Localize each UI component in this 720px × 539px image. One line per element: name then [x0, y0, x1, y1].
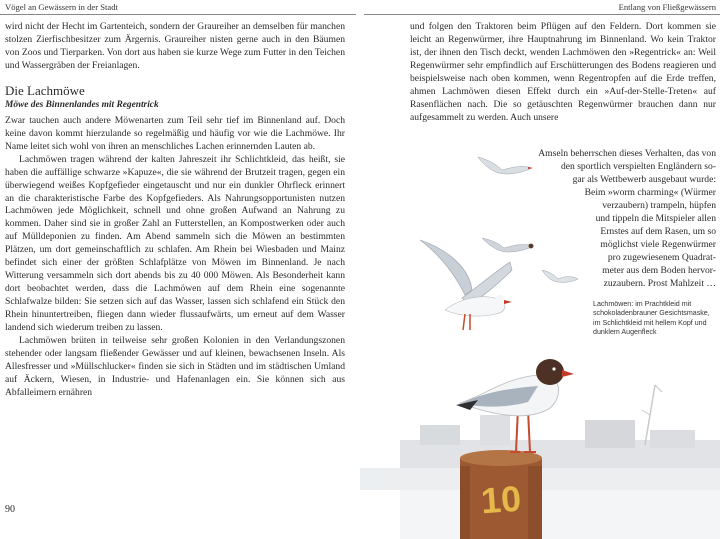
- paragraph-3: Lachmöwen brüten in teilweise sehr großen Kolonien in den Verlandungszonen stehender oder langsam fließender Gewässer und auf kleinen, bewachsenen Inseln. Als Allesfresser und »Müllschlucker« finden sie sich in Städten und im städtischen Umland auf Äckern, Wiesen, in Industrie- und Hafenanlagen ein. Sie können sich aus Abfalleimern ernähren: [5, 335, 345, 398]
- page-number: 90: [5, 504, 15, 515]
- right-paragraph: und folgen den Traktoren beim Pflügen auf den Feldern. Dort kommen sie leicht an Regenwürmer, ihre Hauptnahrung im Binnenland. Wo kein Traktor ist, der ihnen den Tisch deckt, wenden Lachmöwen den »Regentrick« an: Weil Regenwürmer sehr empfindlich auf Erschütterungen des Bodens reagieren und beispielsweise nach oben kommen, wenn Regentropfen auf die Erde treffen, ahmen Lachmöwen diesen Effekt durch ein »Auf-der-Stelle-Treten« auf Rasenflächen nach. Die so getäuschten Regenwürmer brauchen dann nur aufgesammelt zu werden. Auch unsere: [410, 21, 716, 123]
- paragraph-1: Zwar tauchen auch andere Möwenarten zum Teil sehr tief im Binnenland auf. Doch keine davon kommt hierzulande so regelmäßig und häufig vor wie die Lachmöwe. Ihr Name leitet sich wohl von ihren an menschliches Lachen erinnernden Lauten ab.: [5, 114, 345, 152]
- section-subheading: Möwe des Binnenlandes mit Regentrick: [5, 99, 159, 110]
- wrapped-line: Amseln beherrschen dieses Verhalten, das von: [538, 148, 716, 159]
- right-page: [360, 0, 720, 539]
- wrapped-line: und tippeln die Mitspieler allen: [595, 212, 716, 224]
- right-body: [410, 21, 716, 125]
- wrapped-line: zuzaubern. Prost Mahlzeit …: [603, 277, 716, 289]
- wrapped-line: Beim »worm charming« (Würmer: [584, 186, 716, 198]
- illustration-caption: Lachmöwen: im Prachtkleid mit schokoladenbrauner Gesichtsmaske, im Schlichtkleid mit hellem Kopf und dunklem Augenfleck: [593, 300, 710, 336]
- wrapped-line: Ernstes auf dem Rasen, um so: [600, 225, 716, 237]
- wrapped-line: meter aus dem Boden hervor-: [602, 264, 716, 276]
- text-wrap-around-gull: [476, 148, 716, 290]
- intro-paragraph: wird nicht der Hecht im Gartenteich, sondern der Graureiher an demselben für manchen stolzen Zierfischbesitzer zum Ärgernis. Graureiher nisten gerne auch in den Bäumen von Zoos und Tierparken. Von dort aus haben sie kurze Wege zum Futter in den Teichen und Wassergräben der Freianlagen.: [5, 21, 345, 71]
- running-head-left: Vögel an Gewässern in der Stadt: [5, 2, 118, 12]
- standing-gull: [456, 359, 574, 452]
- paragraph-2: Lachmöwen tragen während der kalten Jahreszeit ihr Schlichtkleid, das heißt, sie haben die auffällige schwarze »Kapuze«, die sie während der Brutzeit tragen, gegen ein überwiegend weißes Kopfgefieder eingetauscht und nur ein dunkler Ohrfleck erinnert an die charakteristische Farbe des Kopfgefieders. Als Nahrungsopportunisten nutzen Lachmöwen jede Möglichkeit, schnell und ohne großen Aufwand an Nahrung zu kommen. Daher sind sie in großer Zahl an Futterstellen, an Kompostwerken oder auch auf Mülldeponien zu finden. Am Abend sammeln sich die Möwen an bestimmten Plätzen, um dort gemeinschaftlich zu schlafen. Am Rhein bei Wiesbaden und Mainz befindet sich einer der größten Schlafplätze von Möwen im Binnenland. Je nach Witterung versammeln sich dort abends bis zu 40 000 Möwen. Als Besonderheit kann dort beobachtet werden, dass die Lachmöwen auf dem Rhein eine sogenannte Schlafwalze bilden: Sie setzen sich auf das Wasser, lassen sich schlafend ein Stück den Rhein hinuntertreiben, fliegen dann wieder flussaufwärts, um erneut auf dem Wasser landend sich wiederum treiben zu lassen.: [5, 153, 345, 334]
- wrapped-line: gar als Wettbewerb ausgebaut wurde:: [572, 173, 716, 185]
- wrapped-line: verzaubern) trampeln, hüpfen: [602, 199, 716, 211]
- header-rule-left: [0, 14, 356, 15]
- wrapped-line: möglichst viele Regenwürmer: [600, 238, 716, 250]
- running-head-right: Entlang von Fließgewässern: [618, 2, 716, 12]
- section-heading: Die Lachmöwe: [5, 82, 85, 98]
- wrapped-line: den sportlich verspielten Engländern so-: [560, 160, 716, 172]
- wrapped-line: pro zugewiesenem Quadrat-: [607, 251, 716, 263]
- post-number: 10: [479, 477, 523, 522]
- left-body: [5, 21, 345, 400]
